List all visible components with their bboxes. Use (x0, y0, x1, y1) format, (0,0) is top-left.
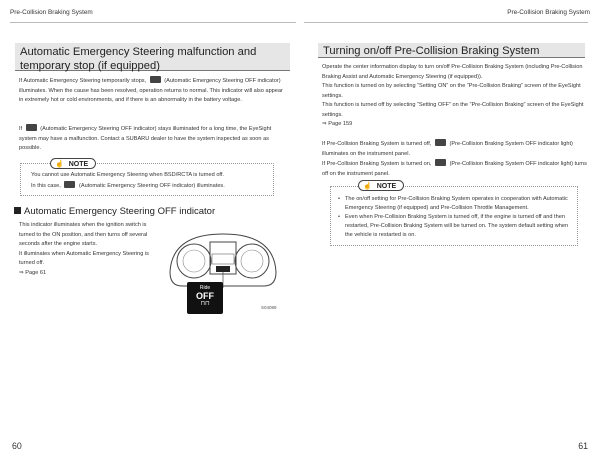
pcb-toggle-paragraph (322, 63, 588, 130)
page-number-right: 61 (578, 441, 588, 451)
indicator-top-text: Ride (199, 285, 211, 291)
tachometer-gauge (177, 244, 211, 278)
header-rule-left (10, 22, 296, 23)
speedometer-gauge (235, 244, 269, 278)
sub-heading-text: Automatic Emergency Steering OFF indicator (24, 206, 216, 217)
aes-temp-stop-text-a: If Automatic Emergency Steering temporarily stops, (19, 78, 147, 84)
figure-code: S04089 (261, 305, 277, 310)
aes-off-indicator-icon (64, 181, 75, 188)
note-label-text: NOTE (68, 161, 89, 168)
pcb-para4-a: If Pre-Collision Braking System is turned off, (322, 141, 432, 147)
note-left-text (31, 171, 269, 191)
aes-off-indicator-zoom (187, 282, 223, 314)
list-item: • Even when Pre-Collision Braking System is turned off, if the engine is turned off and then restarted, Pre-Collision Braking System will be turned on. The system default setting when the vehicle is restarted is on. (338, 213, 574, 240)
aes-temp-stop-paragraph (19, 76, 287, 106)
running-header-right: Pre-Collision Braking System (507, 9, 590, 16)
header-rule-right (304, 22, 588, 23)
indicator-page-ref: ⇒ Page 61 (19, 269, 47, 276)
aes-off-indicator-icon (150, 76, 161, 83)
heading-square-icon (14, 207, 21, 214)
indicator-off-text: OFF (196, 291, 214, 301)
pcb-para5-a: If Pre-Collision Braking System is turned on, (322, 161, 432, 167)
indicator-description (19, 221, 157, 278)
indicator-highlight-area (216, 266, 230, 272)
section-title-toggle-pcb: Turning on/off Pre-Collision Braking System (318, 43, 585, 58)
indicator-desc-text2: It illuminates when Automatic Emergency Steering is turned off. (19, 250, 149, 266)
aes-temp-stop-text-b: (Automatic Emergency Steering OFF indicator) illuminates. When the cause has been resolved, operation returns to normal. This indicator will also appear in extremely hot or cold environments, and if there is an abnormality in the battery voltage. (19, 78, 283, 103)
page-number-left: 60 (12, 441, 22, 451)
note-label-right (358, 180, 404, 191)
sub-heading-aes-off-indicator (14, 206, 215, 217)
running-header-left: Pre-Collision Braking System (10, 9, 93, 16)
pcb-para3: This function is turned off by selecting “Setting OFF” on the “Pre-Collision Braking” screen of the EyeSight settings. (322, 102, 584, 118)
note-hand-icon: ☝ (363, 183, 372, 190)
note-left-line2a: In this case, (31, 182, 61, 189)
aes-malfunction-text-b: (Automatic Emergency Steering OFF indicator) stays illuminated for a long time, the EyeSight system may have a malfunction. Contact a SUBARU dealer to have the system inspected as soon as possible. (19, 126, 272, 151)
pcb-para4-b: (Pre-Collision Braking System OFF indicator light) illuminates on the instrument panel. (322, 141, 573, 157)
note-left-line2b: (Automatic Emergency Steering OFF indicator) illuminates. (78, 182, 225, 189)
pcb-off-indicator-icon (435, 139, 446, 146)
pcb-para3-ref: ⇒ Page 159 (322, 121, 353, 127)
aes-malfunction-text-a: If (19, 126, 23, 132)
indicator-desc-text: This indicator illuminates when the ignition switch is turned to the ON position, and then turns off several seconds after the engine starts. (19, 222, 148, 247)
pcb-para5-b: (Pre-Collision Braking System OFF indicator light) turns off on the instrument panel. (322, 161, 587, 177)
pcb-para1: Operate the center information display to turn on/off Pre-Collision Braking System (including Pre-Collision Braking Assist and Automatic Emergency Steering (if equipped)). (322, 64, 583, 80)
pcb-indicator-paragraph (322, 139, 588, 179)
list-item: • The on/off setting for Pre-Collision Braking System operates in cooperation with Automatic Emergency Steering (if equipped) and Pre-Collision Throttle Management. (338, 195, 574, 213)
pcb-off-indicator-icon (435, 159, 446, 166)
note-label-left (50, 158, 96, 169)
note-right-bullets (338, 195, 574, 240)
note-label-text: NOTE (376, 183, 397, 190)
section-title-aes-malfunction: Automatic Emergency Steering malfunction and temporary stop (if equipped) (15, 43, 290, 71)
note-left-line1: You cannot use Automatic Emergency Steering when BSD/RCTA is turned off. (31, 172, 224, 178)
aes-off-indicator-icon (26, 124, 37, 131)
steering-symbol-icon: ⊓⊓ (200, 301, 210, 307)
aes-malfunction-paragraph (19, 124, 287, 154)
note-hand-icon: ☝ (55, 161, 64, 168)
pcb-para2: This function is turned on by selecting “Setting ON” on the “Pre-Collision Braking” screen of the EyeSight settings. (322, 83, 581, 99)
